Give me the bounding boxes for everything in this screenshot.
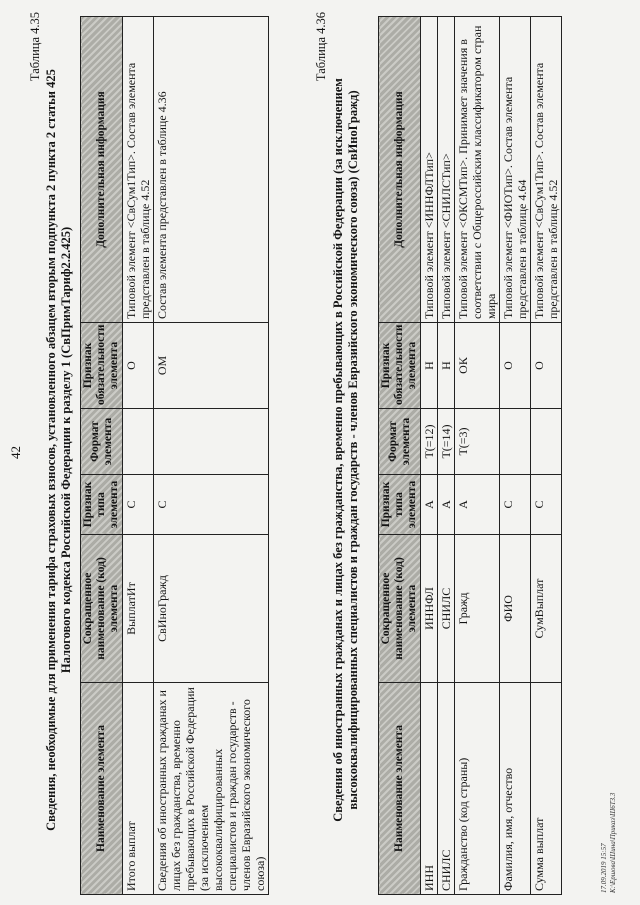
table-cell: ВыплатИт xyxy=(123,535,154,683)
table-cell: СНИЛС xyxy=(438,683,455,895)
table-cell: ИННФЛ xyxy=(421,535,438,683)
table-cell: СумВыплат xyxy=(531,535,562,683)
table-cell: T(=14) xyxy=(438,409,455,475)
table-1-body xyxy=(123,17,269,895)
table-cell: Гражданство (код страны) xyxy=(455,683,500,895)
table-row xyxy=(421,17,438,895)
stamp-line-1: 17.09.2019 15:57 xyxy=(600,843,608,893)
table-cell: С xyxy=(500,475,531,535)
column-header: Признак типа элемента xyxy=(379,475,421,535)
table-cell: Н xyxy=(421,323,438,409)
table-cell: T(=3) xyxy=(455,409,500,475)
table-cell: Итого выплат xyxy=(123,683,154,895)
table-cell: Сведения об иностранных гражданах и лицах без гражданства, временно пребывающих в Российской Федерации (за исключением высококвалифицированных специалистов и граждан государств - членов Евразийского экономического союза) xyxy=(154,683,269,895)
table-row xyxy=(123,17,154,895)
table-cell: Типовой элемент <ОКСМТип>. Принимает значения в соответствии с Общероссийским классификатором стран мира xyxy=(455,17,500,323)
page-number: 42 xyxy=(8,446,23,459)
column-header: Признак типа элемента xyxy=(81,475,123,535)
column-header: Наименование элемента xyxy=(81,683,123,895)
table-1-title: Сведения, необходимые для применения тарифа страховых взносов, установленного абзацем вторым подпункта 2 пункта 2 статьи 425 Налогового кодекса Российской Федерации к разделу 1 (СвПримТариф2.2.425) xyxy=(44,69,73,831)
table-cell xyxy=(154,409,269,475)
table-cell: С xyxy=(123,475,154,535)
table-cell: ОК xyxy=(455,323,500,409)
table-cell: СвИноГражд xyxy=(154,535,269,683)
table-cell: Типовой элемент <СвСум1Тип>. Состав элемента представлен в таблице 4.52 xyxy=(531,17,562,323)
table-2-title: Сведения об иностранных гражданах и лицах без гражданства, временно пребывающих в Российской Федерации (за исключением высококвалифицированных специалистов и граждан государств - членов Евразийского экономического союза) (СвИноГражд) xyxy=(331,78,360,822)
table-2-header-row xyxy=(379,17,421,895)
table-cell: О xyxy=(531,323,562,409)
column-header: Формат элемента xyxy=(81,409,123,475)
table-cell: Типовой элемент <ИННФЛТип> xyxy=(421,17,438,323)
table-cell xyxy=(531,409,562,475)
table-cell: СНИЛС xyxy=(438,535,455,683)
stamp-line-2: К:\Ершова\Шина\Приказ\Ш6ТЗ.3 xyxy=(609,792,617,893)
table-row xyxy=(500,17,531,895)
table-cell: ФИО xyxy=(500,535,531,683)
table-cell: О xyxy=(500,323,531,409)
table-2-label: Таблица 4.36 xyxy=(314,12,328,82)
table-cell: А xyxy=(438,475,455,535)
print-stamp xyxy=(600,793,618,893)
table-cell: А xyxy=(455,475,500,535)
table-row xyxy=(438,17,455,895)
table-1-header-row xyxy=(81,17,123,895)
table-cell: С xyxy=(531,475,562,535)
column-header: Признак обязательности элемента xyxy=(81,323,123,409)
table-1 xyxy=(80,16,269,895)
column-header: Дополнительная информация xyxy=(81,17,123,323)
table-row xyxy=(531,17,562,895)
column-header: Наименование элемента xyxy=(379,683,421,895)
table-2-body xyxy=(421,17,562,895)
table-cell xyxy=(123,409,154,475)
table-cell: ИНН xyxy=(421,683,438,895)
table-2 xyxy=(378,16,562,895)
table-row xyxy=(154,17,269,895)
column-header: Признак обязательности элемента xyxy=(379,323,421,409)
table-cell: С xyxy=(154,475,269,535)
column-header: Дополнительная информация xyxy=(379,17,421,323)
table-cell: А xyxy=(421,475,438,535)
table-cell: Н xyxy=(438,323,455,409)
table-cell: Фамилия, имя, отчество xyxy=(500,683,531,895)
column-header: Сокращенное наименование (код) элемента xyxy=(379,535,421,683)
table-cell: О xyxy=(123,323,154,409)
table-cell: T(=12) xyxy=(421,409,438,475)
table-1-label: Таблица 4.35 xyxy=(28,12,42,82)
table-cell: Типовой элемент <ФИОТип>. Состав элемента представлен в таблице 4.64 xyxy=(500,17,531,323)
table-cell: Состав элемента представлен в таблице 4.36 xyxy=(154,17,269,323)
column-header: Сокращенное наименование (код) элемента xyxy=(81,535,123,683)
table-cell: Типовой элемент <СвСум1Тип>. Состав элемента представлен в таблице 4.52 xyxy=(123,17,154,323)
table-cell: ОМ xyxy=(154,323,269,409)
table-cell: Типовой элемент <СНИЛСТип> xyxy=(438,17,455,323)
column-header: Формат элемента xyxy=(379,409,421,475)
table-row xyxy=(455,17,500,895)
table-cell: Гражд xyxy=(455,535,500,683)
table-cell: Сумма выплат xyxy=(531,683,562,895)
table-cell xyxy=(500,409,531,475)
